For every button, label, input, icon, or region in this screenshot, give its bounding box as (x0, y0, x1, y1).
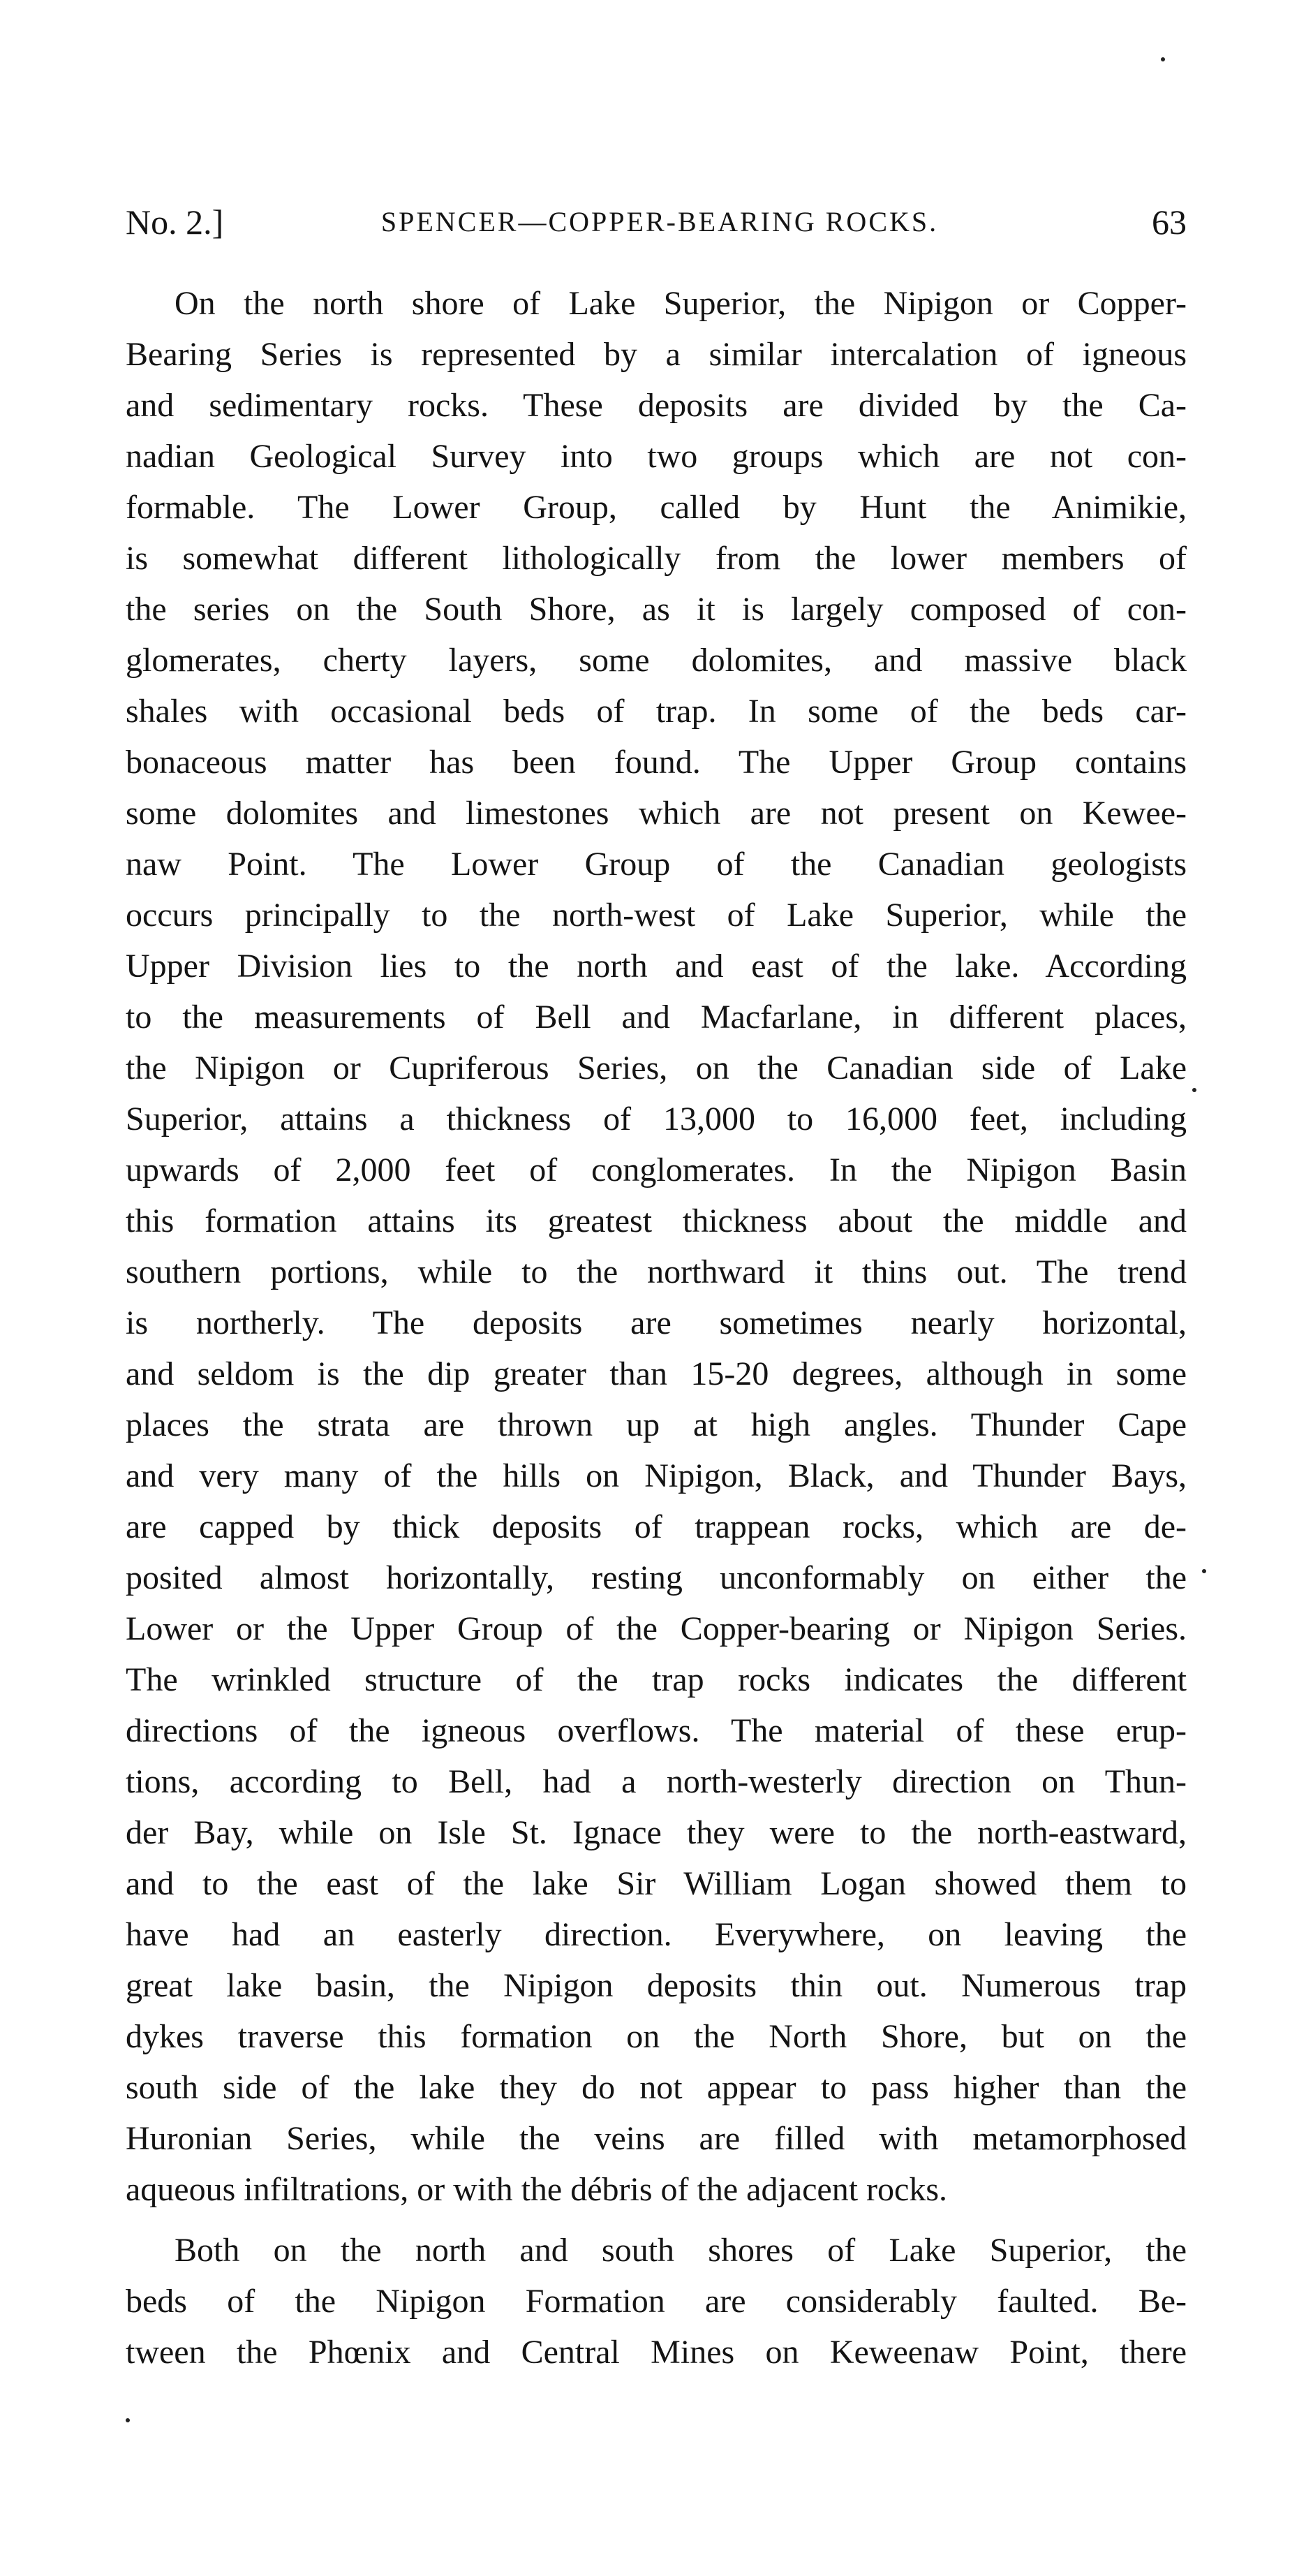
text-line: dykes traverse this formation on the North Shore, but on the (126, 2018, 1187, 2055)
text-line: glomerates, cherty layers, some dolomites, and massive black (126, 642, 1187, 679)
text-line: beds of the Nipigon Formation are considerably faulted. Be- (126, 2283, 1187, 2320)
text-line: south side of the lake they do not appear to pass higher than the (126, 2069, 1187, 2106)
page-number: 63 (1152, 203, 1187, 242)
text-line: to the measurements of Bell and Macfarlane, in different places, (126, 999, 1187, 1036)
text-line: posited almost horizontally, resting unconformably on either the (126, 1559, 1187, 1596)
text-line: the series on the South Shore, as it is largely composed of con- (126, 591, 1187, 628)
text-line: have had an easterly direction. Everywhere, on leaving the (126, 1916, 1187, 1953)
text-line: On the north shore of Lake Superior, the Nipigon or Copper- (175, 285, 1187, 322)
text-line: The wrinkled structure of the trap rocks indicates the different (126, 1661, 1187, 1698)
text-line: southern portions, while to the northward it thins out. The trend (126, 1253, 1187, 1290)
text-line: and seldom is the dip greater than 15-20 degrees, although in some (126, 1355, 1187, 1392)
text-line: are capped by thick deposits of trappean rocks, which are de- (126, 1508, 1187, 1545)
text-line: and sedimentary rocks. These deposits are divided by the Ca- (126, 387, 1187, 424)
text-line: naw Point. The Lower Group of the Canadian geologists (126, 846, 1187, 883)
margin-speck (1192, 1088, 1196, 1092)
text-line: and to the east of the lake Sir William Logan showed them to (126, 1865, 1187, 1902)
body-text (126, 278, 1187, 2378)
text-line: formable. The Lower Group, called by Hunt the Animikie, (126, 489, 1187, 526)
text-line: is somewhat different lithologically from the lower members of (126, 540, 1187, 577)
text-line: directions of the igneous overflows. The material of these erup- (126, 1712, 1187, 1749)
margin-speck (126, 2418, 130, 2422)
text-line: some dolomites and limestones which are not present on Kewee- (126, 795, 1187, 832)
text-line: nadian Geological Survey into two groups which are not con- (126, 438, 1187, 475)
text-line: is northerly. The deposits are sometimes nearly horizontal, (126, 1304, 1187, 1341)
margin-speck (1161, 57, 1165, 61)
text-line: tween the Phœnix and Central Mines on Keweenaw Point, there (126, 2334, 1187, 2371)
paragraph (126, 2225, 1187, 2378)
margin-speck (1202, 1569, 1206, 1573)
text-line: great lake basin, the Nipigon deposits thin out. Numerous trap (126, 1967, 1187, 2004)
text-line: bonaceous matter has been found. The Upper Group contains (126, 744, 1187, 781)
running-header (126, 201, 1187, 243)
text-line: occurs principally to the north-west of Lake Superior, while the (126, 897, 1187, 934)
text-line: tions, according to Bell, had a north-westerly direction on Thun- (126, 1763, 1187, 1800)
text-line: Upper Division lies to the north and east of the lake. According (126, 948, 1187, 985)
paragraph-gap (126, 2215, 1187, 2225)
running-title: SPENCER—COPPER-BEARING ROCKS. (380, 206, 939, 237)
text-line: Bearing Series is represented by a similar intercalation of igneous (126, 336, 1187, 373)
text-line: upwards of 2,000 feet of conglomerates. In the Nipigon Basin (126, 1151, 1187, 1188)
text-line: places the strata are thrown up at high angles. Thunder Cape (126, 1406, 1187, 1443)
text-line: aqueous infiltrations, or with the débris of the adjacent rocks. (126, 2171, 948, 2208)
text-line: Lower or the Upper Group of the Copper-bearing or Nipigon Series. (126, 1610, 1187, 1647)
text-line: Both on the north and south shores of Lake Superior, the (175, 2232, 1187, 2269)
text-line: Superior, attains a thickness of 13,000 to 16,000 feet, including (126, 1101, 1187, 1138)
paragraph (126, 278, 1187, 2215)
text-line: der Bay, while on Isle St. Ignace they were to the north-eastward, (126, 1814, 1187, 1851)
text-line: the Nipigon or Cupriferous Series, on the Canadian side of Lake (126, 1050, 1187, 1087)
text-line: shales with occasional beds of trap. In some of the beds car- (126, 693, 1187, 730)
text-line: and very many of the hills on Nipigon, Black, and Thunder Bays, (126, 1457, 1187, 1494)
issue-number: No. 2.] (126, 203, 224, 242)
text-line: Huronian Series, while the veins are filled with metamorphosed (126, 2120, 1187, 2157)
text-line: this formation attains its greatest thickness about the middle and (126, 1202, 1187, 1239)
